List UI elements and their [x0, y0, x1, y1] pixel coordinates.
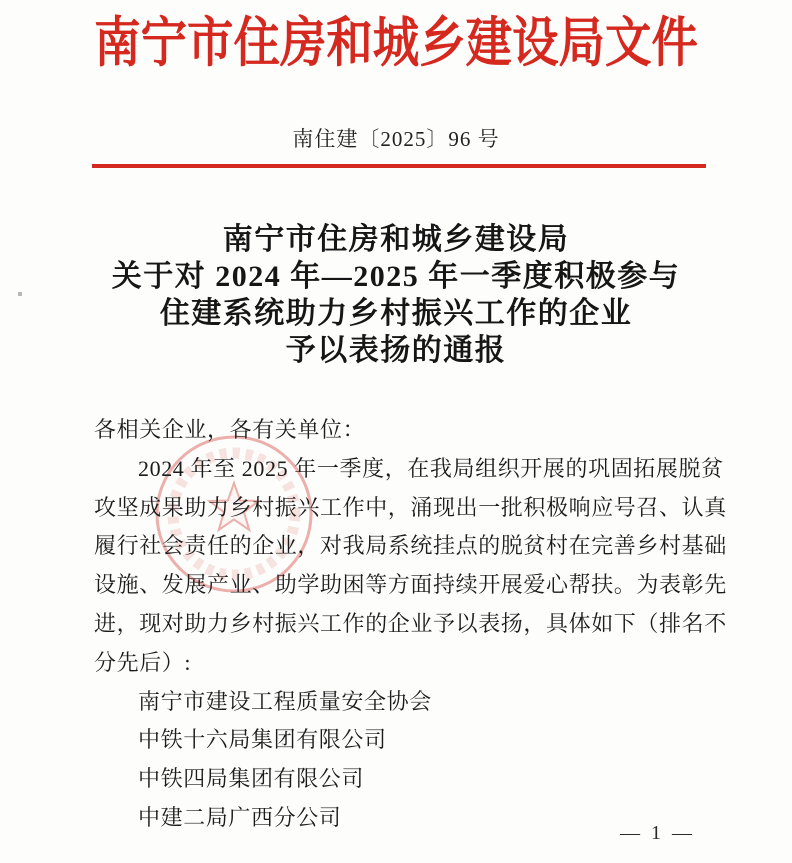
- red-divider-rule: [92, 164, 706, 168]
- paragraph-line: 2024 年至 2025 年一季度，在我局组织开展的巩固拓展脱贫: [138, 455, 724, 481]
- paragraph-line: 攻坚成果助力乡村振兴工作中，涌现出一批积极响应号召、认真: [94, 494, 727, 520]
- paragraph-line: 分先后）:: [94, 649, 192, 675]
- company-list-item: 中建二局广西分公司: [138, 804, 342, 830]
- paragraph-line: 履行社会责任的企业，对我局系统挂点的脱贫村在完善乡村基础: [94, 533, 727, 559]
- company-list-item: 中铁十六局集团有限公司: [138, 727, 387, 753]
- page-number: — 1 —: [620, 822, 695, 844]
- title-line-2: 关于对 2024 年—2025 年一季度积极参与: [111, 260, 681, 293]
- company-list-item: 南宁市建设工程质量安全协会: [138, 688, 432, 714]
- document-title: [0, 221, 792, 369]
- document-body: [94, 411, 727, 838]
- salutation-line: 各相关企业，各有关单位：: [94, 417, 366, 442]
- scan-artifact-speck: [18, 292, 22, 296]
- title-line-3: 住建系统助力乡村振兴工作的企业: [159, 297, 633, 330]
- document-number: 南住建〔2025〕96 号: [292, 127, 500, 151]
- paragraph-line: 设施、发展产业、助学助困等方面持续开展爱心帮扶。为表彰先: [94, 572, 727, 598]
- title-line-4: 予以表扬的通报: [285, 334, 507, 367]
- paragraph-line: 进，现对助力乡村振兴工作的企业予以表扬，具体如下（排名不: [94, 610, 727, 636]
- letterhead-title: 南宁市住房和城乡建设局文件: [94, 13, 698, 73]
- company-list-item: 中铁四局集团有限公司: [138, 766, 365, 792]
- title-line-1: 南宁市住房和城乡建设局: [222, 223, 570, 256]
